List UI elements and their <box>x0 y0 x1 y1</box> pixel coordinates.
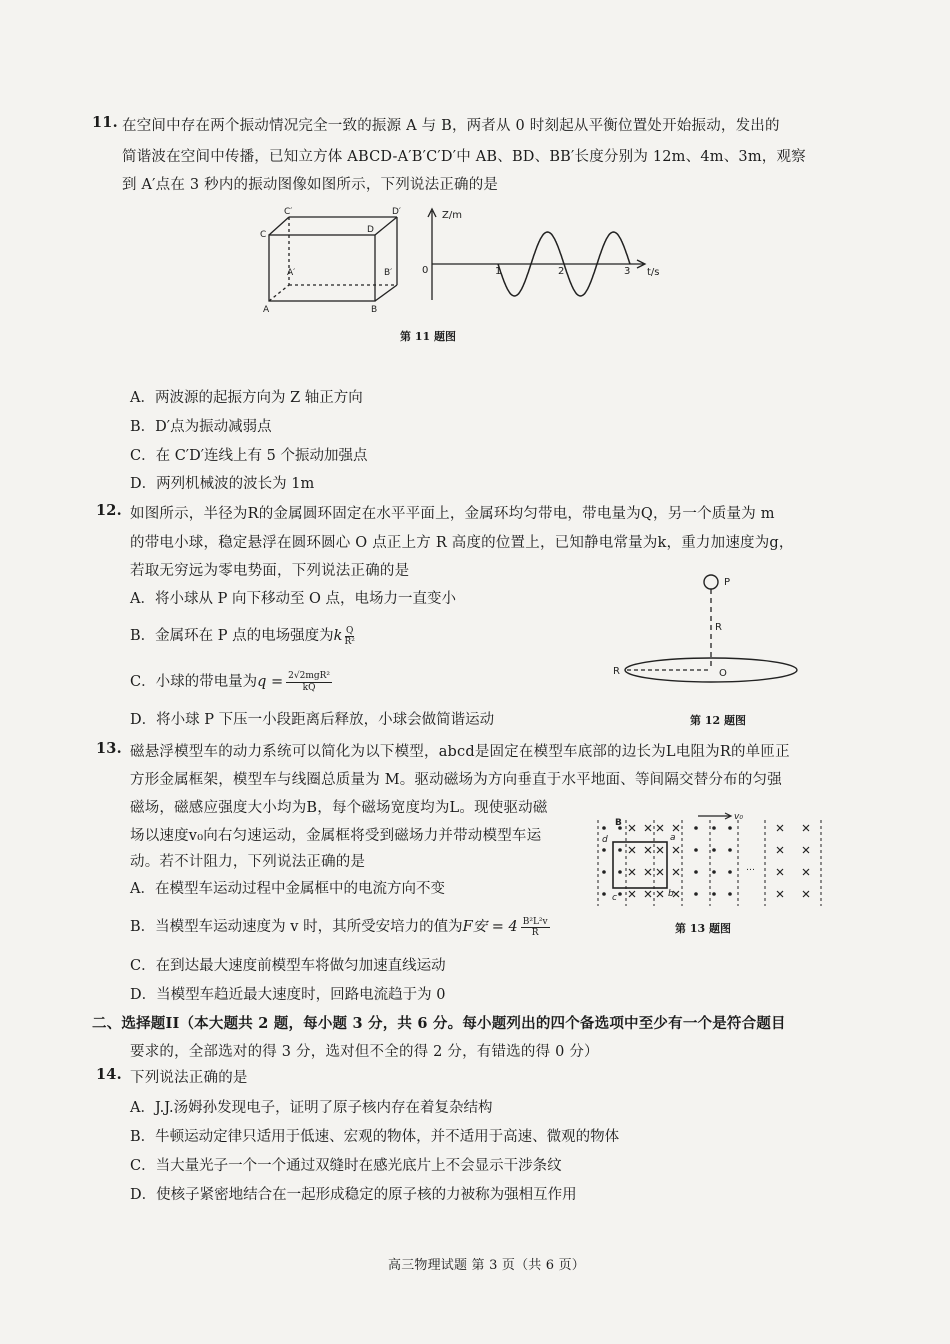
q12-option-b-numerator: Q <box>345 625 354 636</box>
page-footer: 高三物理试题 第 3 页（共 6 页） <box>388 1258 586 1273</box>
cube-figure <box>255 205 415 315</box>
field-cross-mark <box>645 847 651 853</box>
q11-stem-line-3: 到 A′点在 3 秒内的振动图像如图所示，下列说法正确的是 <box>122 177 499 193</box>
q11-number: 11. <box>92 114 118 131</box>
field-cross-mark <box>657 825 663 831</box>
q11-option-c: C．在 C′D′连线上有 5 个振动加强点 <box>130 448 368 464</box>
field-cross-mark <box>673 869 679 875</box>
q12-stem-line-2: 的带电小球，稳定悬浮在圆环圆心 O 点正上方 R 高度的位置上，已知静电常量为k，重力加速度为g， <box>130 535 794 551</box>
cube-label-b: B <box>371 305 378 315</box>
field-cross-mark <box>803 891 809 897</box>
cube-label-c: C <box>260 230 267 240</box>
q12-option-b-denominator: R² <box>344 636 355 647</box>
field-cross-mark <box>777 869 783 875</box>
cube-label-d1: D′ <box>392 207 401 217</box>
corner-b-label: b <box>668 889 674 899</box>
q12-option-b-prefix: B．金属环在 P 点的电场强度为 <box>130 628 334 644</box>
q13-number: 13. <box>96 740 122 757</box>
field-dot-mark <box>694 826 698 830</box>
q13-option-c: C．在到达最大速度前模型车将做匀加速直线运动 <box>130 958 446 974</box>
field-dot-mark <box>712 848 716 852</box>
q12-option-c-fraction <box>286 671 332 694</box>
point-p-label: P <box>724 577 731 588</box>
q14-number: 14. <box>96 1066 122 1083</box>
q13-option-b-denominator: R <box>531 927 539 938</box>
tick-label-2: 2 <box>558 266 565 277</box>
q12-option-c-prefix: C．小球的带电量为 <box>130 674 258 690</box>
field-dot-mark <box>694 870 698 874</box>
field-cross-mark <box>803 847 809 853</box>
field-dot-mark <box>618 892 622 896</box>
cube-label-d: D <box>367 225 374 235</box>
field-cross-mark <box>673 891 679 897</box>
section2-heading-line-2: 要求的，全部选对的得 3 分，选对但不全的得 2 分，有错选的得 0 分） <box>130 1044 599 1060</box>
r-left-label: R <box>613 666 620 677</box>
field-dot-mark <box>712 870 716 874</box>
r-vertical-label: R <box>715 622 722 633</box>
field-dot-mark <box>602 848 606 852</box>
q12-option-b-coef: k <box>333 628 343 644</box>
field-cross-mark <box>645 891 651 897</box>
magnetic-field-figure <box>590 808 830 910</box>
field-cross-mark <box>629 825 635 831</box>
field-cross-mark <box>777 825 783 831</box>
q12-option-a: A．将小球从 P 向下移动至 O 点，电场力一直变小 <box>130 591 457 607</box>
field-dot-mark <box>602 870 606 874</box>
field-dot-mark <box>694 848 698 852</box>
q12-option-c-numerator: 2√2mgR² <box>288 670 331 681</box>
q13-option-b-fraction <box>521 917 550 938</box>
tick-label-1: 1 <box>495 266 502 277</box>
field-cross-mark <box>645 825 651 831</box>
q13-option-b <box>130 915 550 938</box>
field-dot-mark <box>602 826 606 830</box>
q12-option-c-denominator: kQ <box>302 682 316 693</box>
field-cross-mark <box>803 825 809 831</box>
q12-option-c <box>130 670 332 694</box>
field-cross-mark <box>673 847 679 853</box>
q14-option-c: C．当大量光子一个一个通过双缝时在感光底片上不会显示干涉条纹 <box>130 1158 562 1174</box>
field-dot-mark <box>728 870 732 874</box>
q13-option-b-numerator: B²L²v <box>522 916 548 927</box>
field-cross-mark <box>657 891 663 897</box>
q13-stem-line-4: 场以速度v₀向右匀速运动，金属框将受到磁场力并带动模型车运 <box>130 828 542 844</box>
q13-stem-line-1: 磁悬浮模型车的动力系统可以简化为以下模型，abcd是固定在模型车底部的边长为L电阻为R的单匝正 <box>130 744 790 760</box>
tick-label-3: 3 <box>624 266 631 277</box>
q12-option-c-lhs: q = <box>257 674 284 690</box>
q11-option-b: B．D′点为振动减弱点 <box>130 419 272 435</box>
field-cross-mark <box>629 891 635 897</box>
corner-a-label: a <box>670 833 676 843</box>
corner-d-label: d <box>602 835 608 845</box>
center-o-label: O <box>719 668 727 679</box>
q13-option-a: A．在模型车运动过程中金属框中的电流方向不变 <box>130 881 445 897</box>
field-cross-mark <box>629 847 635 853</box>
field-cross-mark <box>777 847 783 853</box>
q12-caption: 第 12 题图 <box>690 714 746 727</box>
field-dot-mark <box>602 892 606 896</box>
q14-option-a: A．J.J.汤姆孙发现电子，证明了原子核内存在着复杂结构 <box>130 1100 493 1116</box>
q13-option-b-prefix: B．当模型车运动速度为 v 时，其所受安培力的值为 <box>130 919 463 935</box>
cube-label-a: A <box>263 305 270 315</box>
q14-stem: 下列说法正确的是 <box>130 1070 248 1086</box>
section2-heading-line-1: 二、选择题II（本大题共 2 题，每小题 3 分，共 6 分。每小题列出的四个备选项中至少有一个是符合题目 <box>92 1015 786 1032</box>
field-dot-mark <box>712 892 716 896</box>
field-dot-mark <box>618 870 622 874</box>
z-axis-label: Z/m <box>442 210 462 221</box>
cube-label-a1: A′ <box>287 268 296 278</box>
field-cross-mark <box>657 847 663 853</box>
q12-number: 12. <box>96 502 122 519</box>
tick-label-0: 0 <box>422 265 429 276</box>
q12-stem-line-1: 如图所示，半径为R的金属圆环固定在水平平面上，金属环均匀带电，带电量为Q，另一个质量为 m <box>130 506 775 522</box>
cube-label-b1: B′ <box>384 268 393 278</box>
q12-option-b-fraction <box>344 626 354 647</box>
field-dot-mark <box>712 826 716 830</box>
corner-c-label: c <box>612 893 617 903</box>
field-cross-mark <box>657 869 663 875</box>
field-cross-mark <box>629 869 635 875</box>
q13-stem-line-5: 动。若不计阻力，下列说法正确的是 <box>130 854 366 870</box>
q13-caption: 第 13 题图 <box>675 922 731 935</box>
q11-option-d: D．两列机械波的波长为 1m <box>130 476 315 492</box>
q14-option-d: D．使核子紧密地结合在一起形成稳定的原子核的力被称为强相互作用 <box>130 1187 577 1203</box>
t-axis-label: t/s <box>647 267 660 278</box>
ring-figure <box>605 568 805 688</box>
field-cross-mark <box>803 869 809 875</box>
q11-option-a: A．两波源的起振方向为 Z 轴正方向 <box>130 390 363 406</box>
field-dot-mark <box>618 848 622 852</box>
field-cross-mark <box>645 869 651 875</box>
q13-stem-line-3: 磁场，磁感应强度大小均为B，每个磁场宽度均为L。现使驱动磁 <box>130 800 548 816</box>
vibration-graph <box>418 205 674 305</box>
field-cross-mark <box>777 891 783 897</box>
cube-label-c1: C′ <box>284 207 293 217</box>
field-dot-mark <box>728 892 732 896</box>
field-dot-mark <box>728 848 732 852</box>
b-field-label: B <box>615 818 622 828</box>
q11-stem-line-1: 在空间中存在两个振动情况完全一致的振源 A 与 B，两者从 0 时刻起从平衡位置处开始振动，发出的 <box>122 118 780 134</box>
q12-stem-line-3: 若取无穷远为零电势面，下列说法正确的是 <box>130 563 410 579</box>
q11-stem-line-2: 简谐波在空间中传播，已知立方体 ABCD-A′B′C′D′中 AB、BD、BB′长度分别为 12m、4m、3m，观察 <box>122 149 806 165</box>
field-cross-mark <box>673 825 679 831</box>
q12-option-b <box>130 624 355 647</box>
field-dot-mark <box>728 826 732 830</box>
q13-stem-line-2: 方形金属框架，模型车与线圈总质量为 M。驱动磁场为方向垂直于水平地面、等间隔交替分布的匀强 <box>130 772 782 788</box>
q13-option-b-lhs: F安 = 4 <box>462 919 518 935</box>
q11-caption: 第 11 题图 <box>400 330 456 343</box>
q12-option-d: D．将小球 P 下压一小段距离后释放，小球会做简谐运动 <box>130 712 495 728</box>
q13-option-d: D．当模型车趋近最大速度时，回路电流趋于为 0 <box>130 987 446 1003</box>
q14-option-b: B．牛顿运动定律只适用于低速、宏观的物体，并不适用于高速、微观的物体 <box>130 1129 620 1145</box>
v0-label: v₀ <box>734 812 743 822</box>
field-dot-mark <box>694 892 698 896</box>
ellipsis-label: … <box>746 863 755 873</box>
